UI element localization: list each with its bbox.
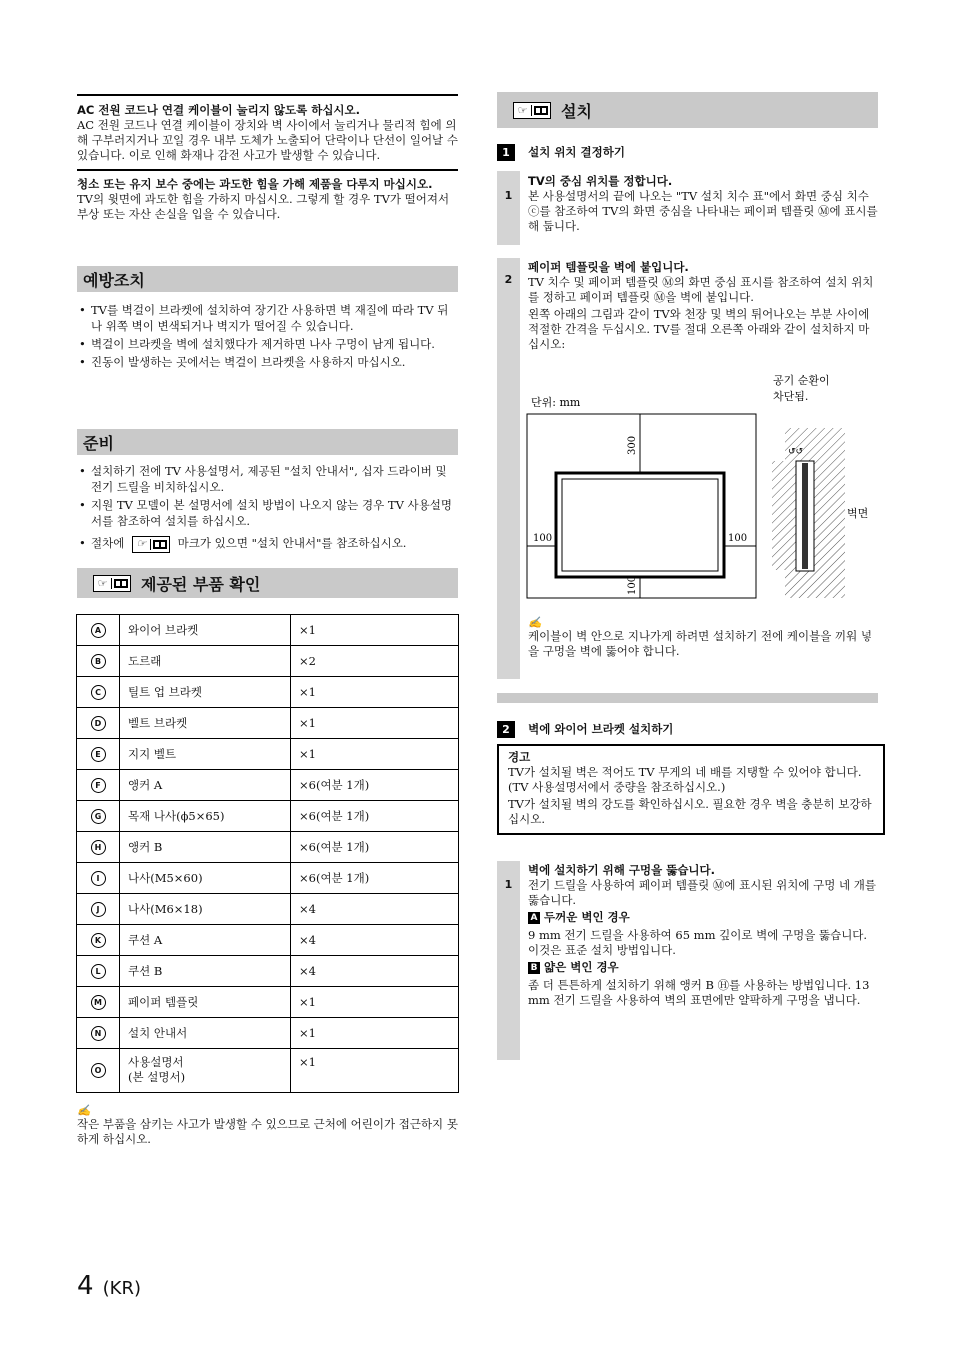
page-number xyxy=(77,1271,141,1301)
part-id-badge: A xyxy=(91,623,106,638)
warning-cleaning xyxy=(77,171,458,222)
step-title: 벽에 와이어 브라켓 설치하기 xyxy=(528,722,674,736)
small-parts-note xyxy=(77,1104,458,1147)
warning-text: TV의 윗면에 과도한 힘을 가하지 마십시오. 그렇게 할 경우 TV가 떨어져서 부상 또는 자산 손실을 입을 수 있습니다. xyxy=(77,192,450,221)
dimension-left: 100 xyxy=(533,533,553,544)
part-id-badge: N xyxy=(91,1026,106,1041)
section-heading xyxy=(77,568,458,598)
table-row xyxy=(77,925,459,956)
air-blocked-label: 공기 순환이 차단됨. xyxy=(773,374,830,403)
tv-side-body xyxy=(802,463,808,569)
part-quantity: ×1 xyxy=(291,1018,459,1049)
table-row xyxy=(77,894,459,925)
step-title: 설치 위치 결정하기 xyxy=(528,145,625,159)
list-item: • 지원 TV 모델이 본 설명서에 설치 방법이 나오지 않는 경우 TV 사용설명서를 참조하여 설치를 하십시오. xyxy=(77,497,458,529)
wall-label: 벽면 xyxy=(847,507,869,520)
part-id-badge: F xyxy=(91,778,106,793)
part-id-badge: K xyxy=(91,933,106,948)
list-item-text: 마크가 있으면 "설치 안내서"를 참조하십시오. xyxy=(177,536,407,550)
preparation-list xyxy=(77,463,458,553)
note-pencil-icon: ✍ xyxy=(77,1104,91,1117)
part-name: 페이퍼 템플릿 xyxy=(120,987,291,1018)
part-quantity: ×4 xyxy=(291,925,459,956)
table-row xyxy=(77,832,459,863)
substep-title: 페이퍼 템플릿을 벽에 붙입니다. xyxy=(528,260,689,274)
table-row xyxy=(77,615,459,646)
part-name: 쿠션 A xyxy=(120,925,291,956)
section-heading xyxy=(497,92,878,128)
part-id xyxy=(77,956,120,987)
section-heading: 예방조치 xyxy=(77,266,458,292)
part-id-badge: H xyxy=(91,840,106,855)
part-id-badge: C xyxy=(91,685,106,700)
install-section xyxy=(497,92,878,128)
table-row xyxy=(77,646,459,677)
list-item: • 벽걸이 브라켓을 벽에 설치했다가 제거하면 나사 구멍이 남게 됩니다. xyxy=(77,336,458,352)
list-item: • TV를 벽걸이 브라켓에 설치하여 장기간 사용하면 벽 재질에 따라 TV 뒤나 위쪽 벽이 변색되거나 벽지가 떨어질 수 있습니다. xyxy=(77,302,458,334)
part-id xyxy=(77,739,120,770)
substep-sidebar xyxy=(497,171,520,245)
part-id xyxy=(77,801,120,832)
installation-clearance-diagram xyxy=(525,371,875,606)
part-id-badge: L xyxy=(91,964,106,979)
part-id xyxy=(77,1018,120,1049)
table-row xyxy=(77,770,459,801)
note-text: 작은 부품을 삼키는 사고가 발생할 수 있으므로 근처에 어린이가 접근하지 못하게 하십시오. xyxy=(77,1117,458,1146)
table-row xyxy=(77,1049,459,1093)
divider-bar xyxy=(497,693,878,703)
thick-wall-title: 두꺼운 벽인 경우 xyxy=(544,910,630,924)
warning-title: 경고 xyxy=(508,750,531,764)
part-quantity: ×1 xyxy=(291,739,459,770)
substep-number: 1 xyxy=(504,189,513,202)
substep-text: 왼쪽 아래의 그림과 같이 TV와 천장 및 벽의 튀어나오는 부분 사이에 적절한 간격을 두십시오. TV를 절대 오른쪽 아래와 같이 설치하지 마십시오: xyxy=(528,307,870,351)
substep-text: 본 사용설명서의 끝에 나오는 "TV 설치 치수 표"에서 화면 중심 치수 ⓒ를 참조하여 TV의 화면 중심을 나타내는 페이퍼 템플릿 Ⓜ에 표시를 해 둡니다. xyxy=(528,189,878,233)
part-id xyxy=(77,708,120,739)
dimension-bottom: 100 xyxy=(627,575,638,595)
part-id-badge: D xyxy=(91,716,106,731)
part-quantity: ×4 xyxy=(291,956,459,987)
table-row xyxy=(77,987,459,1018)
parts-section xyxy=(77,568,458,598)
manual-reference-icon: ☞ xyxy=(132,536,170,553)
part-id-badge: J xyxy=(91,902,106,917)
substep-title: 벽에 설치하기 위해 구멍을 뚫습니다. xyxy=(528,863,716,877)
airflow-icon: ↺↺ xyxy=(788,447,804,457)
part-quantity: ×1 xyxy=(291,615,459,646)
section-title: 설치 xyxy=(561,101,592,121)
label-a: A xyxy=(528,912,540,924)
step1-heading xyxy=(497,141,878,161)
part-quantity: ×1 xyxy=(291,708,459,739)
part-quantity: ×1 xyxy=(291,987,459,1018)
note-pencil-icon: ✍ xyxy=(528,616,542,629)
part-id xyxy=(77,770,120,801)
substep-number: 1 xyxy=(504,878,513,891)
warning-text: TV가 설치될 벽의 강도를 확인하십시오. 필요한 경우 벽을 충분히 보강하십시오. xyxy=(508,797,872,826)
floor-gap xyxy=(772,570,785,598)
thick-wall-heading xyxy=(528,910,878,925)
substep-content xyxy=(528,863,878,1008)
manual-reference-icon: ☞ xyxy=(513,102,551,119)
part-quantity: ×4 xyxy=(291,894,459,925)
thin-wall-text: 좀 더 튼튼하게 설치하기 위해 앵커 B Ⓗ를 사용하는 방법입니다. 13 mm 전기 드릴을 사용하여 벽의 표면에만 얄팍하게 구멍을 냅니다. xyxy=(528,978,870,1007)
part-id-badge: E xyxy=(91,747,106,762)
part-quantity: ×1 xyxy=(291,1049,459,1093)
part-quantity: ×6(여분 1개) xyxy=(291,801,459,832)
manual-reference-icon: ☞ xyxy=(93,575,131,592)
warning-power-cord xyxy=(77,96,458,163)
part-name: 목재 나사(ϕ5×65) xyxy=(120,801,291,832)
table-row xyxy=(77,863,459,894)
part-name: 벨트 브라켓 xyxy=(120,708,291,739)
table-row xyxy=(77,739,459,770)
list-item: • 진동이 발생하는 곳에서는 벽걸이 브라켓을 사용하지 마십시오. xyxy=(77,354,458,370)
part-id xyxy=(77,646,120,677)
part-quantity: ×1 xyxy=(291,677,459,708)
part-name: 나사(M5×60) xyxy=(120,863,291,894)
parts-table-wrap xyxy=(76,614,459,1093)
part-quantity: ×6(여분 1개) xyxy=(291,832,459,863)
substep-number: 2 xyxy=(504,273,513,286)
table-row xyxy=(77,801,459,832)
substep-title: TV의 중심 위치를 정합니다. xyxy=(528,174,673,188)
part-quantity: ×2 xyxy=(291,646,459,677)
table-row xyxy=(77,956,459,987)
warning-text: TV가 설치될 벽은 적어도 TV 무게의 네 배를 지탱할 수 있어야 합니다. (TV 사용설명서에서 중량을 참조하십시오.) xyxy=(508,765,862,794)
substep-box xyxy=(497,258,878,679)
tv-outline xyxy=(556,473,724,577)
preparation-section xyxy=(77,429,458,555)
part-id-badge: O xyxy=(91,1063,106,1078)
step-number: 2 xyxy=(497,721,515,738)
part-id xyxy=(77,677,120,708)
part-id-badge: G xyxy=(91,809,106,824)
parts-table xyxy=(76,614,459,1093)
warning-title: AC 전원 코드나 연결 케이블이 눌리지 않도록 하십시오. xyxy=(77,103,361,117)
table-row xyxy=(77,677,459,708)
step-number: 1 xyxy=(497,144,515,161)
part-name: 앵커 A xyxy=(120,770,291,801)
part-id-badge: M xyxy=(91,995,106,1010)
step2-heading xyxy=(497,718,878,738)
part-id-badge: I xyxy=(91,871,106,886)
part-id xyxy=(77,987,120,1018)
substep-sidebar xyxy=(497,258,520,679)
thin-wall-heading xyxy=(528,960,878,975)
part-quantity: ×6(여분 1개) xyxy=(291,770,459,801)
list-item xyxy=(77,535,458,553)
dimension-top: 300 xyxy=(627,435,638,455)
warning-title: 청소 또는 유지 보수 중에는 과도한 힘을 가해 제품을 다루지 마십시오. xyxy=(77,177,433,191)
note-text: 케이블이 벽 안으로 지나가게 하려면 설치하기 전에 케이블을 끼워 넣을 구멍을 벽에 뚫어야 합니다. xyxy=(528,629,872,658)
table-row xyxy=(77,1018,459,1049)
warning-text: AC 전원 코드나 연결 케이블이 장치와 벽 사이에서 눌리거나 물리적 힘에 의해 구부러지거나 꼬일 경우 내부 도체가 노출되어 단락이나 단선이 일어날 수 있습니다. 이로 인해 화재나 감전 사고가 발생할 수 있습니다. xyxy=(77,118,458,162)
thick-wall-text: 9 mm 전기 드릴을 사용하여 65 mm 깊이로 벽에 구멍을 뚫습니다. 이것은 표준 설치 방법입니다. xyxy=(528,928,868,957)
part-name: 설치 안내서 xyxy=(120,1018,291,1049)
part-name: 쿠션 B xyxy=(120,956,291,987)
part-id xyxy=(77,1049,120,1093)
list-item: • 설치하기 전에 TV 사용설명서, 제공된 "설치 안내서", 십자 드라이버 및 전기 드릴을 비치하십시오. xyxy=(77,463,458,495)
left-column xyxy=(77,94,458,222)
part-quantity: ×6(여분 1개) xyxy=(291,863,459,894)
part-name: 앵커 B xyxy=(120,832,291,863)
ceiling-gap xyxy=(772,428,785,461)
thin-wall-title: 얇은 벽인 경우 xyxy=(544,960,619,974)
substep-content xyxy=(528,174,878,234)
table-row xyxy=(77,708,459,739)
label-b: B xyxy=(528,962,540,974)
part-id xyxy=(77,615,120,646)
part-id xyxy=(77,894,120,925)
part-name: 와이어 브라켓 xyxy=(120,615,291,646)
section-title: 제공된 부품 확인 xyxy=(141,574,261,594)
part-name: 도르래 xyxy=(120,646,291,677)
substep-text: 전기 드릴을 사용하여 페이퍼 템플릿 Ⓜ에 표시된 위치에 구멍 네 개를 뚫습니다. xyxy=(528,878,876,907)
substep-note xyxy=(528,616,878,659)
list-item-text: 절차에 xyxy=(91,536,125,550)
part-id xyxy=(77,863,120,894)
substep-text: TV 치수 및 페이퍼 템플릿 Ⓜ의 화면 중심 표시를 참조하여 설치 위치를 정하고 페이퍼 템플릿 Ⓜ을 벽에 붙입니다. xyxy=(528,275,874,304)
dimension-right: 100 xyxy=(728,533,748,544)
substep-box xyxy=(497,171,878,245)
part-name: 나사(M6×18) xyxy=(120,894,291,925)
warning-box xyxy=(497,744,885,835)
substep-content xyxy=(528,260,878,352)
precautions-list xyxy=(77,302,458,370)
part-name: 지지 벨트 xyxy=(120,739,291,770)
part-name: 틸트 업 브라켓 xyxy=(120,677,291,708)
unit-label: 단위: mm xyxy=(531,396,581,409)
substep-box xyxy=(497,861,878,1060)
page-number-value: 4 xyxy=(77,1271,94,1301)
precautions-section xyxy=(77,266,458,372)
part-id xyxy=(77,832,120,863)
page-language: (KR) xyxy=(102,1278,141,1299)
part-id xyxy=(77,925,120,956)
section-heading: 준비 xyxy=(77,429,458,455)
part-name: 사용설명서 (본 설명서) xyxy=(120,1049,291,1093)
part-id-badge: B xyxy=(91,654,106,669)
